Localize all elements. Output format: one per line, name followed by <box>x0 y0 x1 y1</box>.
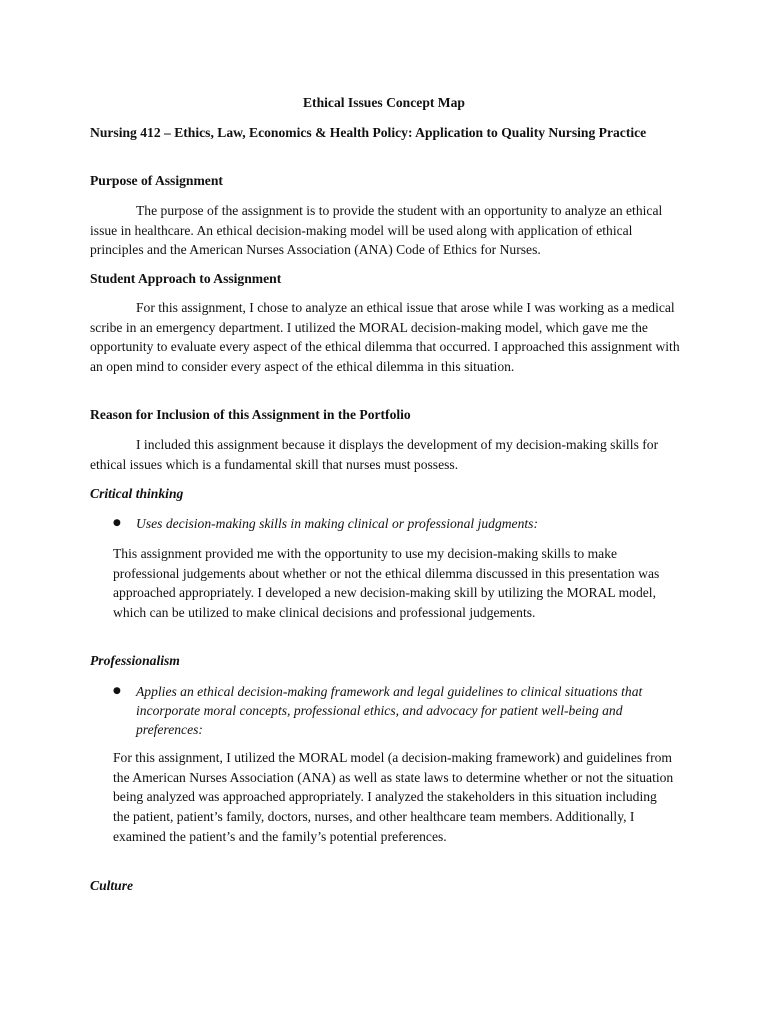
critical-thinking-bullet <box>113 514 683 533</box>
approach-heading: Student Approach to Assignment <box>90 271 282 286</box>
culture-heading: Culture <box>90 878 134 893</box>
bullet-dot-icon: ● <box>113 686 121 696</box>
bullet-dot-icon: ● <box>113 518 121 528</box>
purpose-heading: Purpose of Assignment <box>90 173 223 188</box>
approach-paragraph: For this assignment, I chose to analyze an ethical issue that arose while I was working as a medical scribe in an emergency department. I utilized the MORAL decision-making model, which gave me the opportunity to evaluate every aspect of the ethical dilemma that occurred. I approached this assignment with an open mind to consider every aspect of the ethical dilemma in this situation. <box>90 300 680 375</box>
professionalism-heading: Professionalism <box>90 653 180 668</box>
reason-paragraph: I included this assignment because it displays the development of my decision-making skills for ethical issues which is a fundamental skill that nurses must possess. <box>90 437 659 472</box>
critical-thinking-heading: Critical thinking <box>90 486 184 501</box>
professionalism-bullet <box>113 682 683 739</box>
reason-heading: Reason for Inclusion of this Assignment in the Portfolio <box>90 407 411 422</box>
purpose-paragraph: The purpose of the assignment is to provide the student with an opportunity to analyze an ethical issue in healthcare. An ethical decision-making model will be used along with application of ethical principles and the American Nurses Association (ANA) Code of Ethics for Nurses. <box>90 203 663 258</box>
professionalism-bullet-text: Applies an ethical decision-making framework and legal guidelines to clinical situations that incorporate moral concepts, professional ethics, and advocacy for patient well-being and preferences: <box>136 684 643 737</box>
critical-thinking-paragraph: This assignment provided me with the opportunity to use my decision-making skills to make professional judgements about whether or not the ethical dilemma discussed in this presentation was approached appropriately. I developed a new decision-making skill by utilizing the MORAL model, which can be utilized to make clinical decisions and professional judgements. <box>113 546 660 621</box>
document-title: Ethical Issues Concept Map <box>302 95 465 110</box>
course-title: Nursing 412 – Ethics, Law, Economics & Health Policy: Application to Quality Nursing Practice <box>90 125 647 140</box>
professionalism-paragraph: For this assignment, I utilized the MORAL model (a decision-making framework) and guidelines from the American Nurses Association (ANA) as well as state laws to determine whether or not the situation being analyzed was approached appropriately. I analyzed the stakeholders in this situation including the patient, patient’s family, doctors, nurses, and other healthcare team members. Additionally, I examined the patient’s and the family’s potential preferences. <box>113 750 674 844</box>
critical-thinking-bullet-text: Uses decision-making skills in making clinical or professional judgments: <box>136 516 538 531</box>
